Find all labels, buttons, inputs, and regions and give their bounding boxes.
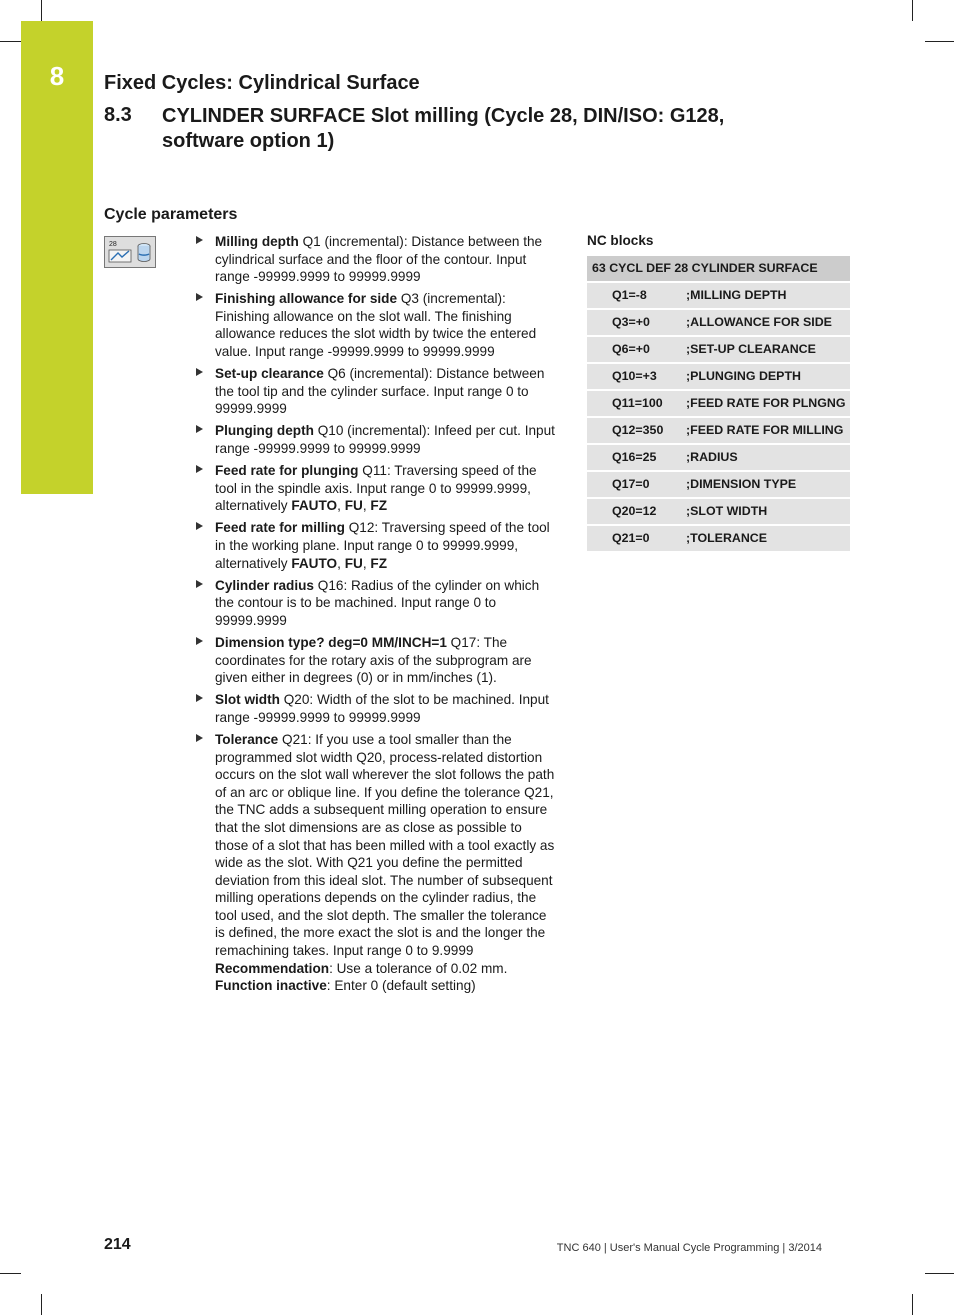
parameter-name: Feed rate for milling xyxy=(215,520,345,536)
nc-parameter-comment: ;RADIUS xyxy=(682,444,850,471)
note-label: Function inactive xyxy=(215,978,327,994)
parameter-item xyxy=(196,731,556,995)
nc-parameter-comment: ;DIMENSION TYPE xyxy=(682,471,850,498)
feed-option: FU xyxy=(344,555,363,571)
bullet-arrow-icon xyxy=(196,637,203,645)
bullet-arrow-icon xyxy=(196,236,203,244)
parameter-item: Feed rate for plunging Q11: Traversing speed of the tool in the spindle axis. Input range 0 to 99999.9999, alternatively FAUTO, FU, FZ xyxy=(196,462,556,515)
nc-row xyxy=(587,471,850,498)
nc-row xyxy=(587,498,850,525)
nc-parameter-value: Q1=-8 xyxy=(587,282,682,309)
nc-parameter-comment: ;PLUNGING DEPTH xyxy=(682,363,850,390)
chapter-tab xyxy=(21,21,93,494)
parameter-description: Q6 (incremental): Distance between the tool tip and the cylinder surface. Input range 0 to 99999.9999 xyxy=(215,366,545,417)
parameter-description: Q1 (incremental): Distance between the cylindrical surface and the floor of the contour. Input range -99999.9999 to 99999.9999 xyxy=(215,234,543,285)
chapter-number: 8 xyxy=(49,61,65,91)
nc-blocks-heading: NC blocks xyxy=(587,233,654,248)
bullet-arrow-icon xyxy=(196,368,203,376)
nc-parameter-value: Q16=25 xyxy=(587,444,682,471)
crop-mark xyxy=(41,1294,42,1315)
cycle-parameter-list xyxy=(196,233,556,999)
bullet-arrow-icon xyxy=(196,694,203,702)
section-number: 8.3 xyxy=(104,104,132,126)
bullet-arrow-icon xyxy=(196,734,203,742)
parameter-note xyxy=(215,960,556,978)
crop-mark xyxy=(912,0,913,21)
nc-parameter-value: Q10=+3 xyxy=(587,363,682,390)
parameter-name: Set-up clearance xyxy=(215,366,324,382)
nc-parameter-value: Q6=+0 xyxy=(587,336,682,363)
parameter-description: Q21: If you use a tool smaller than the programmed slot width Q20, process-related distortion occurs on the slot wall wherever the slot follows the path of an arc or oblique line. If you define the tolerance Q21, the TNC adds a subsequent milling operation to ensure that the slot dimensions are as close as possible to those of a slot that has been milled with a tool exactly as wide as the slot. With Q21 you define the permitted deviation from this ideal slot. The number of subsequent milling operations depends on the cylinder radius, the tool used, and the slot depth. The smaller the tolerance is defined, the more exact the slot is and the longer the remachining takes. Input range 0 to 9.9999 xyxy=(215,731,555,959)
note-label: Recommendation xyxy=(215,960,330,976)
parameter-item xyxy=(196,577,556,630)
crop-mark xyxy=(41,0,42,21)
crop-mark xyxy=(912,1294,913,1315)
nc-parameter-comment: ;SET-UP CLEARANCE xyxy=(682,336,850,363)
feed-option: FAUTO xyxy=(291,555,338,571)
parameter-name: Dimension type? deg=0 MM/INCH=1 xyxy=(215,634,447,650)
nc-parameter-comment: ;FEED RATE FOR PLNGNG xyxy=(682,390,850,417)
nc-header-row xyxy=(587,256,850,282)
bullet-arrow-icon xyxy=(196,465,203,473)
cycle-icon-label: 28 xyxy=(109,241,117,248)
parameter-item xyxy=(196,233,556,286)
crop-mark xyxy=(925,41,954,42)
note-text: : Use a tolerance of 0.02 mm. xyxy=(329,960,508,976)
bullet-arrow-icon xyxy=(196,580,203,588)
nc-parameter-comment: ;TOLERANCE xyxy=(682,525,850,552)
crop-mark xyxy=(925,1273,954,1274)
nc-row xyxy=(587,525,850,552)
parameter-name: Feed rate for plunging xyxy=(215,463,359,479)
nc-row xyxy=(587,363,850,390)
cycle-parameters-heading: Cycle parameters xyxy=(104,206,238,223)
footer-text: TNC 640 | User's Manual Cycle Programming | 3/2014 xyxy=(556,1242,822,1254)
parameter-description: Q17: The coordinates for the rotary axis of the subprogram are given either in degrees (0) or in mm/inches (1). xyxy=(215,634,532,686)
chapter-title: Fixed Cycles: Cylindrical Surface xyxy=(104,72,420,94)
parameter-item xyxy=(196,634,556,687)
feed-option: FAUTO xyxy=(291,498,338,514)
parameter-item xyxy=(196,365,556,418)
nc-blocks-table xyxy=(587,256,850,553)
nc-parameter-value: Q11=100 xyxy=(587,390,682,417)
parameter-description: Q11: Traversing speed of the tool in the spindle axis. Input range 0 to 99999.9999, alternatively xyxy=(215,463,537,514)
crop-mark xyxy=(0,1273,21,1274)
parameter-description: Q3 (incremental): Finishing allowance on the slot wall. The finishing allowance reduces the slot width by twice the entered value. Input range -99999.9999 to 99999.9999 xyxy=(215,291,537,360)
parameter-description: Q12: Traversing speed of the tool in the working plane. Input range 0 to 99999.9999, alternatively xyxy=(215,520,550,571)
nc-row xyxy=(587,282,850,309)
bullet-arrow-icon xyxy=(196,293,203,301)
nc-parameter-comment: ;FEED RATE FOR MILLING xyxy=(682,417,850,444)
nc-row xyxy=(587,417,850,444)
section-title: CYLINDER SURFACE Slot milling (Cycle 28, DIN/ISO: G128, software option 1) xyxy=(162,105,725,152)
nc-parameter-comment: ;ALLOWANCE FOR SIDE xyxy=(682,309,850,336)
crop-mark xyxy=(0,41,21,42)
feed-option: FZ xyxy=(370,498,387,514)
parameter-name: Slot width xyxy=(215,692,280,708)
parameter-description: Q10 (incremental): Infeed per cut. Input range -99999.9999 to 99999.9999 xyxy=(215,423,555,457)
nc-parameter-value: Q17=0 xyxy=(587,471,682,498)
parameter-name: Milling depth xyxy=(215,234,299,249)
parameter-name: Tolerance xyxy=(215,731,279,747)
parameter-name: Finishing allowance for side xyxy=(215,291,398,307)
parameter-description: Q16: Radius of the cylinder on which the contour is to be machined. Input range 0 to 99999.9999 xyxy=(215,577,540,628)
parameter-description: Q20: Width of the slot to be machined. Input range -99999.9999 to 99999.9999 xyxy=(215,692,549,725)
nc-parameter-comment: ;SLOT WIDTH xyxy=(682,498,850,525)
cycle-28-icon xyxy=(104,236,156,268)
nc-parameter-value: Q3=+0 xyxy=(587,309,682,336)
bullet-arrow-icon xyxy=(196,425,203,433)
nc-row xyxy=(587,444,850,471)
nc-parameter-value: Q21=0 xyxy=(587,525,682,552)
nc-parameter-comment: ;MILLING DEPTH xyxy=(682,282,850,309)
parameter-name: Plunging depth xyxy=(215,423,314,439)
nc-parameter-value: Q12=350 xyxy=(587,417,682,444)
parameter-item: Feed rate for milling Q12: Traversing speed of the tool in the working plane. Input range 0 to 99999.9999, alternatively FAUTO, FU, FZ xyxy=(196,519,556,572)
nc-row xyxy=(587,336,850,363)
parameter-name: Cylinder radius xyxy=(215,577,314,593)
parameter-item xyxy=(196,422,556,457)
nc-row xyxy=(587,309,850,336)
nc-header-cell: 63 CYCL DEF 28 CYLINDER SURFACE xyxy=(587,256,850,282)
parameter-item xyxy=(196,290,556,360)
feed-option: FU xyxy=(344,498,363,514)
feed-option: FZ xyxy=(370,555,387,571)
parameter-note xyxy=(215,977,556,995)
nc-parameter-value: Q20=12 xyxy=(587,498,682,525)
note-text: : Enter 0 (default setting) xyxy=(326,978,476,994)
parameter-item xyxy=(196,691,556,726)
nc-row xyxy=(587,390,850,417)
bullet-arrow-icon xyxy=(196,522,203,530)
page-number: 214 xyxy=(104,1236,131,1253)
